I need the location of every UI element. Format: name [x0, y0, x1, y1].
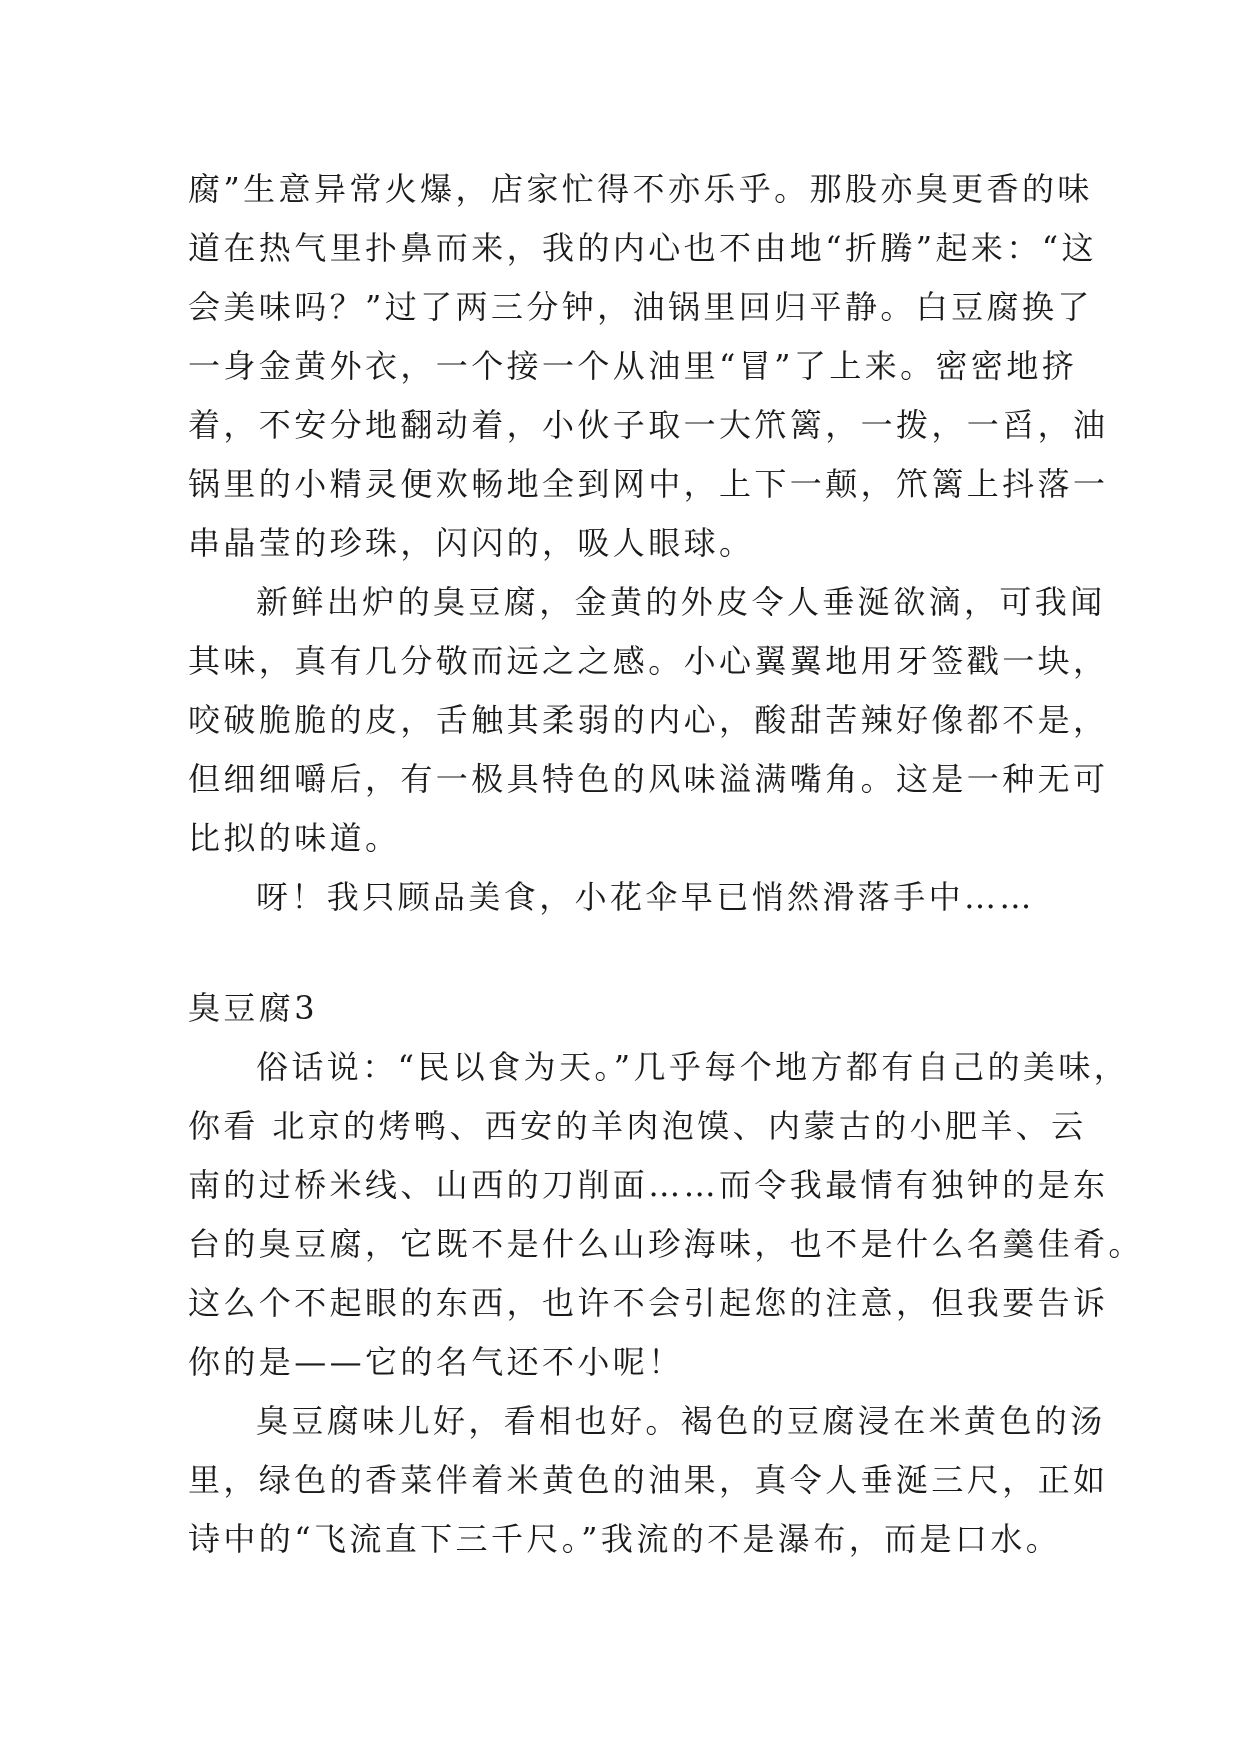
- paragraph-appearance: [188, 1392, 1109, 1569]
- text-line: 俗话说：“民以食为天。”几乎每个地方都有自己的美味，: [256, 1048, 1130, 1086]
- text-line: 一身金黄外衣，一个接一个从油里“冒”了上来。密密地挤: [188, 347, 1078, 385]
- text-line: 咬破脆脆的皮，舌触其柔弱的内心，酸甜苦辣好像都不是，: [188, 701, 1109, 739]
- text-line: 其味，真有几分敬而远之之感。小心翼翼地用牙签戳一块，: [188, 642, 1109, 680]
- text-line: 会美味吗？”过了两三分钟，油锅里回归平静。白豆腐换了: [188, 288, 1093, 326]
- text-line: 诗中的“飞流直下三千尺。”我流的不是瀑布，而是口水。: [188, 1520, 1062, 1558]
- text-line: 这么个不起眼的东西，也许不会引起您的注意，但我要告诉: [188, 1284, 1109, 1322]
- text-line: 台的臭豆腐，它既不是什么山珍海味，也不是什么名羹佳肴。: [188, 1225, 1144, 1263]
- paragraph-continued: [188, 160, 1109, 573]
- document-body: [188, 160, 1144, 1569]
- text-line: 臭豆腐味儿好，看相也好。褐色的豆腐浸在米黄色的汤: [256, 1402, 1106, 1440]
- text-line: 里，绿色的香菜伴着米黄色的油果，真令人垂涎三尺，正如: [188, 1461, 1109, 1499]
- text-line: 锅里的小精灵便欢畅地全到网中，上下一颠，笊篱上抖落一: [188, 465, 1109, 503]
- text-line: 你的是——它的名气还不小呢！: [188, 1343, 684, 1381]
- text-line: 你看 北京的烤鸭、西安的羊肉泡馍、内蒙古的小肥羊、云: [188, 1107, 1087, 1145]
- text-line: 着，不安分地翻动着，小伙子取一大笊篱，一拨，一舀，油: [188, 406, 1109, 444]
- paragraph-saying: [188, 1038, 1144, 1392]
- section-spacer: [188, 927, 1058, 979]
- text-line: 南的过桥米线、山西的刀削面……而令我最情有独钟的是东: [188, 1166, 1109, 1204]
- text-line: 比拟的味道。: [188, 819, 401, 857]
- text-line: 腐”生意异常火爆，店家忙得不亦乐乎。那股亦臭更香的味: [188, 170, 1093, 208]
- paragraph-umbrella: [188, 868, 1058, 927]
- text-line: 新鲜出炉的臭豆腐，金黄的外皮令人垂涎欲滴，可我闻: [256, 583, 1106, 621]
- text-line: 但细细嚼后，有一极具特色的风味溢满嘴角。这是一种无可: [188, 760, 1109, 798]
- text-line: 呀！我只顾品美食，小花伞早已悄然滑落手中……: [256, 878, 1035, 916]
- paragraph-tasting: [188, 573, 1109, 868]
- text-line: 道在热气里扑鼻而来，我的内心也不由地“折腾”起来：“这: [188, 229, 1097, 267]
- section-title: 臭豆腐3: [188, 989, 318, 1027]
- text-line: 串晶莹的珍珠，闪闪的，吸人眼球。: [188, 524, 755, 562]
